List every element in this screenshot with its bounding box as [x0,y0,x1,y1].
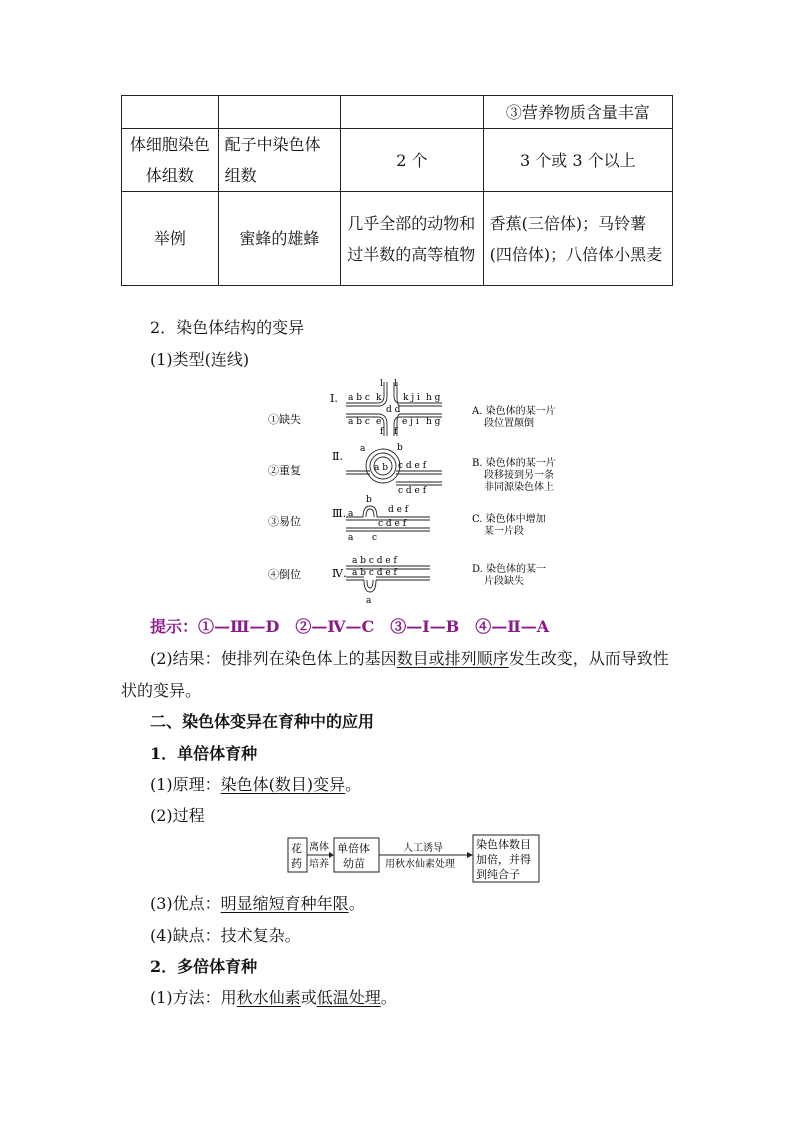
svg-text:a: a [348,509,354,519]
table-cell: 蜜蜂的雄蜂 [218,192,341,286]
svg-text:a: a [360,444,366,454]
svg-text:a: a [348,533,354,543]
variation-description: 片段缺失 [484,576,524,587]
svg-text:药: 药 [291,857,302,870]
result-line-2: 状的变异。 [121,681,202,700]
table-cell: 香蕉(三倍体)；马铃薯(四倍体)；八倍体小黑麦 [483,192,672,286]
table-cell: 体细胞染色体组数 [122,129,219,192]
variation-description: D. 染色体的某一 [472,564,547,575]
chromosome-variation-diagram [260,378,570,610]
svg-text:d e f: d e f [388,505,409,515]
table-cell: 配子中染色体组数 [218,129,341,192]
roman-numeral: Ⅱ. [332,450,343,463]
svg-text:e: e [376,417,382,427]
svg-text:c d e f: c d e f [398,486,427,496]
result-line: (2)结果：使排列在染色体上的基因数目或排列顺序发生改变，从而导致性 [150,649,669,668]
svg-text:e j i: e j i [402,417,419,427]
variation-description: 某一片段 [484,526,524,537]
svg-text:培养: 培养 [309,859,329,870]
advantage-line: (3)优点：明显缩短育种年限。 [150,894,365,913]
table-row [122,129,673,192]
svg-text:h g: h g [426,393,441,403]
svg-text:l: l [380,379,383,389]
underlined-key-term: 明显缩短育种年限 [220,894,349,913]
svg-text:c d e f: c d e f [378,519,407,529]
svg-text:幼苗: 幼苗 [343,857,365,870]
svg-text:离体: 离体 [309,842,329,853]
svg-text:a b: a b [374,463,388,473]
svg-text:h g: h g [426,417,441,427]
disadvantage-line: (4)缺点：技术复杂。 [150,926,301,945]
table-row [122,96,673,129]
diagram-loop [346,449,442,485]
process-label: (2)过程 [150,806,205,825]
svg-text:a: a [366,596,372,606]
underlined-key-term: 秋水仙素 [236,988,301,1007]
svg-text:b: b [366,495,372,505]
svg-text:c d e f: c d e f [398,461,427,471]
svg-text:到纯合子: 到纯合子 [476,868,520,881]
svg-text:a b c: a b c [348,393,370,403]
variation-description: 段位置颠倒 [484,418,534,429]
variation-description: A. 染色体的某一片 [472,406,556,417]
method-line: (1)方法：用秋水仙素或低温处理。 [150,988,397,1007]
variation-description: 段移接到另一条 [484,470,554,481]
part-heading: 二、染色体变异在育种中的应用 [150,712,375,731]
sub-heading: 2．多倍体育种 [150,957,258,976]
variation-type-label: ④倒位 [268,568,301,581]
underlined-key-term: 染色体(数目)变异 [220,775,346,794]
svg-text:人工诱导: 人工诱导 [403,843,443,854]
table-cell: 举例 [122,192,219,286]
svg-text:a b c d e f: a b c d e f [352,556,397,566]
svg-text:单倍体: 单倍体 [337,842,370,855]
haploid-breeding-flow [287,834,543,886]
roman-numeral: Ⅰ. [330,392,338,405]
variation-type-label: ②重复 [268,464,301,477]
svg-text:花: 花 [291,842,302,855]
hint-label: 提示： [150,617,199,636]
svg-text:b: b [397,443,403,453]
ploidy-table [121,95,673,286]
variation-description: C. 染色体中增加 [472,514,546,525]
roman-numeral: Ⅳ. [332,567,347,580]
table-cell: 3 个或 3 个以上 [483,129,672,192]
type-label: (1)类型(连线) [150,350,250,369]
roman-numeral: Ⅲ. [332,507,347,520]
svg-text:f: f [380,427,384,437]
svg-text:c: c [372,533,378,543]
gene-letters [348,379,441,437]
svg-text:染色体数目: 染色体数目 [476,838,531,851]
variation-description: 非同源染色体上 [484,482,554,493]
variation-description: B. 染色体的某一片 [472,458,556,469]
svg-text:k: k [376,393,382,403]
hint-line [150,617,549,637]
underlined-key-term: 数目或排列顺序 [396,649,509,668]
table-cell: 2 个 [341,129,483,192]
svg-text:f: f [394,427,398,437]
table-cell: 几乎全部的动物和过半数的高等植物 [341,192,483,286]
principle-line: (1)原理：染色体(数目)变异。 [150,775,362,794]
sub-heading: 1．单倍体育种 [150,744,258,763]
svg-text:k j i: k j i [403,393,420,403]
variation-type-label: ③易位 [268,515,301,528]
svg-text:l: l [394,379,397,389]
variation-type-label: ①缺失 [268,413,301,426]
underlined-key-term: 低温处理 [316,988,381,1007]
hint-answer: ①—Ⅲ—D ②—Ⅳ—C ③—Ⅰ—B ④—Ⅱ—A [198,617,550,636]
table-row [122,192,673,286]
svg-text:a b c d e f: a b c d e f [352,568,397,578]
section-heading: 2．染色体结构的变异 [150,318,305,337]
svg-text:加倍，并得: 加倍，并得 [476,853,531,866]
svg-text:d d: d d [386,405,401,415]
svg-text:a b c: a b c [348,417,370,427]
svg-text:用秋水仙素处理: 用秋水仙素处理 [385,859,455,870]
table-cell: ③营养物质含量丰富 [483,96,672,129]
